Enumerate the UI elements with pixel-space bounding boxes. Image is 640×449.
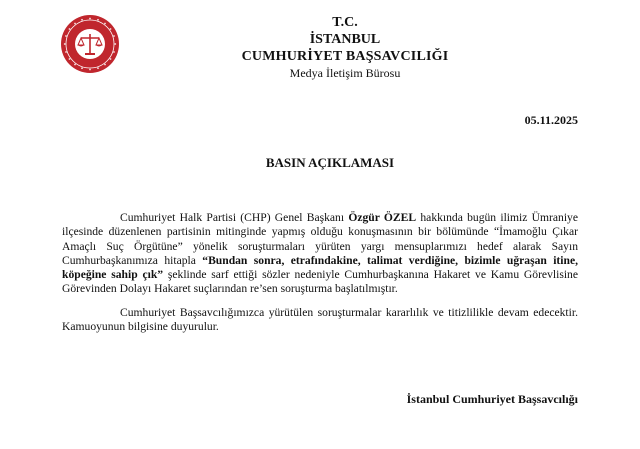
p1-bold-name: Özgür ÖZEL xyxy=(348,211,417,224)
header-line-tc: T.C. xyxy=(332,15,358,30)
header-line-bureau: Medya İletişim Bürosu xyxy=(289,66,401,80)
document-body xyxy=(62,211,578,343)
signature: İstanbul Cumhuriyet Başsavcılığı xyxy=(406,392,578,406)
paragraph-2: Cumhuriyet Başsavcılığımızca yürütülen soruşturmalar kararlılık ve titizlilikle devam edecektir. Kamuoyunun bilgisine duyurulur. xyxy=(62,305,578,334)
document-title: BASIN AÇIKLAMASI xyxy=(265,155,395,170)
document-date: 05.11.2025 xyxy=(524,113,578,127)
header-line-city: İSTANBUL xyxy=(309,32,381,47)
p1-text-2: hakkında bugün ilimiz Ümraniye ilçesinde düzenlenen partisinin mitinginde yapmış olduğu konuşmasının bir bölümünde “İmamoğlu Çıkar Amaçlı Suç Örgütüne” yönelik soruşturmaları yürüten yargı mensuplarımızı hedef alarak Sayın Cumhurbaşkanımıza hitapla xyxy=(62,211,578,267)
p1-bold-quote: “Bundan sonra, etrafındakine, talimat verdiğine, bizimle uğraşan itine, köpeğine sahip çık” xyxy=(62,253,579,282)
letterhead xyxy=(0,14,640,81)
p1-text-1: Cumhuriyet Halk Partisi (CHP) Genel Başkanı xyxy=(120,211,349,224)
p1-text-3: şeklinde sarf ettiği sözler nedeniyle Cumhurbaşkanına Hakaret ve Kamu Görevlisine Görevinden Dolayı Hakaret suçlarından re’sen soruşturma başlatılmıştır. xyxy=(62,268,578,296)
paragraph-1 xyxy=(62,211,578,297)
header-line-office: CUMHURİYET BAŞSAVCILIĞI xyxy=(241,49,449,64)
